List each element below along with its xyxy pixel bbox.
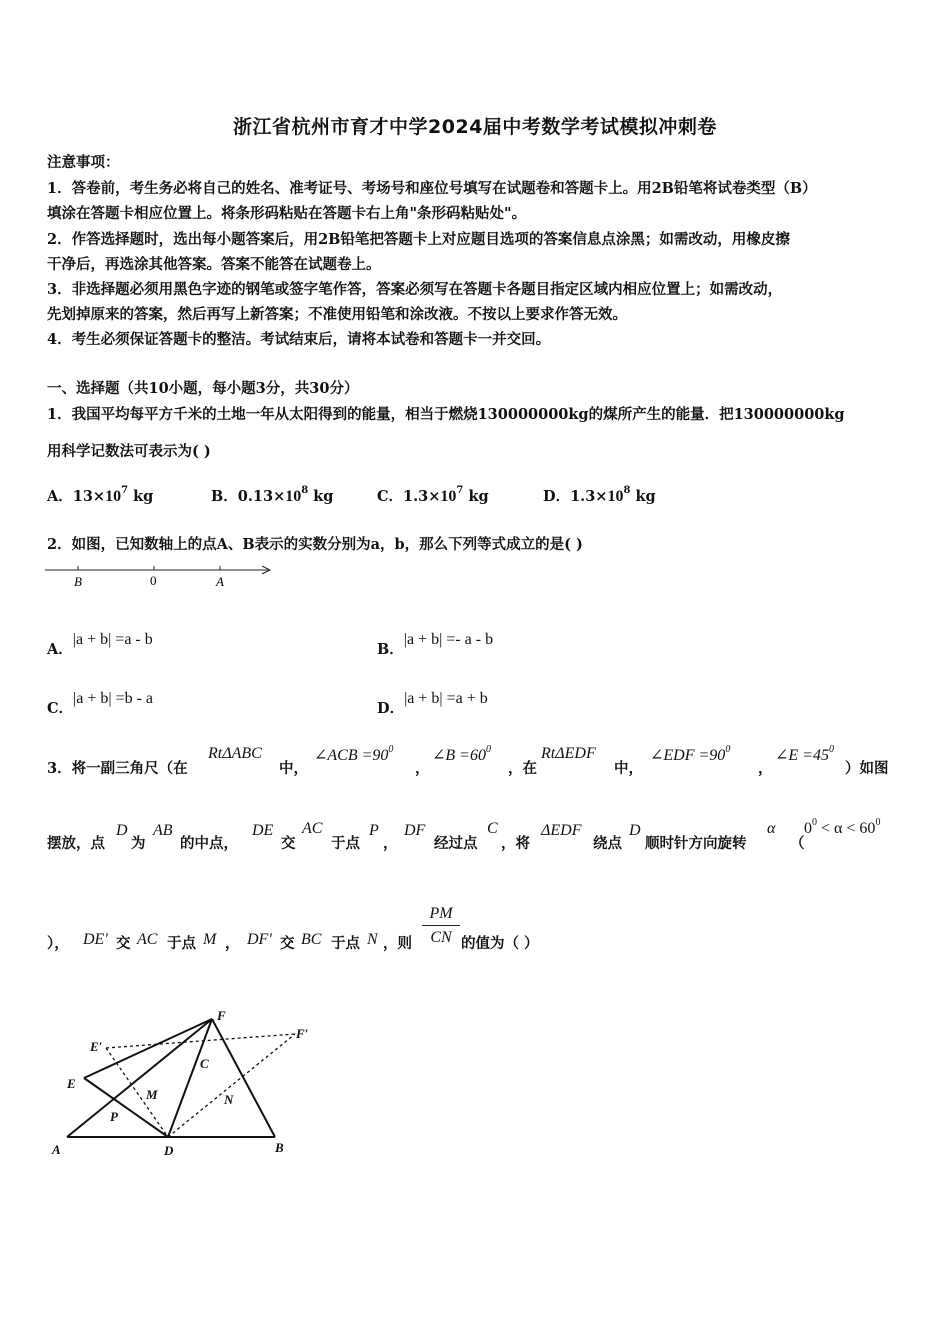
- q1-stem-line2: 用科学记数法可表示为( ): [47, 443, 211, 460]
- q3-seg-df: DF: [404, 822, 426, 839]
- q3-zhong-2: 中，: [614, 760, 643, 777]
- q1-option-a: [47, 485, 153, 506]
- q3-line2-start: 摆放，点: [47, 835, 105, 852]
- q3-range-deg-1: 0: [812, 817, 817, 828]
- q3-raodian: 绕点: [593, 835, 622, 852]
- q2-option-a-label: A．: [47, 641, 73, 658]
- label-e-prime: E′: [90, 1039, 103, 1054]
- q1-option-b-label: B．0.13×: [211, 488, 286, 505]
- number-line-figure: [40, 560, 280, 592]
- q1-option-d-unit: kg: [635, 488, 656, 505]
- q3-point-d: D: [116, 822, 128, 839]
- label-zero: 0: [150, 573, 157, 588]
- q3-line3-start: ），: [47, 935, 69, 952]
- q1-option-b-unit: kg: [313, 488, 334, 505]
- q3-midpoint: 的中点，: [180, 835, 238, 852]
- q3-tri-edf: ΔEDF: [541, 822, 582, 839]
- q3-value: 的值为（ ）: [461, 935, 539, 952]
- q3-yudian-1: 于点: [331, 835, 360, 852]
- q1-option-b-base: 10: [285, 488, 302, 505]
- q2-option-b-label: B．: [377, 641, 404, 658]
- q1-option-c-label: C．1.3×: [377, 488, 441, 505]
- q3-rt-edf: RtΔEDF: [541, 745, 596, 762]
- q3-paren: （: [790, 835, 805, 852]
- label-b-vertex: B: [275, 1140, 284, 1155]
- q3-jiao-3: 交: [280, 935, 295, 952]
- notice-line-3: 2．作答选择题时，选出每小题答案后，用2B铅笔把答题卡上对应题目选项的答案信息点涂黑；如需改动，用橡皮擦: [47, 231, 790, 248]
- q3-rugu: ）如图: [845, 760, 889, 777]
- seg-fb-line: [212, 1019, 275, 1137]
- q3-jiang: ，将: [501, 835, 530, 852]
- label-a: A: [216, 574, 224, 589]
- section-heading: 一、选择题（共10小题，每小题3分，共30分）: [47, 380, 359, 397]
- q3-range-upper: < α < 60: [821, 820, 876, 837]
- q2-option-a-expr: |a + b| =a - b: [72, 631, 153, 648]
- q1-option-c: [377, 485, 489, 506]
- q3-fraction: [422, 905, 460, 949]
- q3-seg-df-prime: DF′: [247, 931, 272, 948]
- q1-option-a-base: 10: [105, 488, 122, 505]
- notice-line-2: 填涂在答题卡相应位置上。将条形码粘贴在答题卡右上角"条形码粘贴处"。: [47, 205, 527, 222]
- q3-comma-1: ，: [415, 760, 430, 777]
- q2-option-b: [377, 628, 494, 658]
- label-f: F: [217, 1008, 226, 1023]
- q3-jiao-2: 交: [116, 935, 131, 952]
- q3-line1-start: 3．将一副三角尺（在: [47, 760, 188, 777]
- q3-seg-bc: BC: [301, 931, 322, 948]
- q3-point-m: M: [203, 931, 217, 948]
- notice-line-4: 干净后，再选涂其他答案。答案不能答在试题卷上。: [47, 256, 381, 273]
- q1-option-d-base: 10: [607, 488, 624, 505]
- q1-option-b: [211, 485, 333, 506]
- q3-yudian-2: 于点: [167, 935, 196, 952]
- q1-option-d: [543, 485, 656, 506]
- q3-angle-acb: [314, 745, 393, 765]
- q3-angle-e-deg: 0: [828, 744, 834, 755]
- q3-angle-b-deg: 0: [485, 744, 491, 755]
- q1-stem-line1: 1．我国平均每平方千米的土地一年从太阳得到的能量，相当于燃烧130000000kg的煤所产生的能量．把130000000kg: [47, 406, 845, 423]
- q3-seg-ac-2: AC: [137, 931, 158, 948]
- q3-angle-b-text: ∠B =60: [432, 747, 486, 764]
- q2-option-c-expr: |a + b| =b - a: [73, 690, 154, 707]
- q3-alpha: α: [767, 820, 776, 837]
- q3-wei: 为: [131, 835, 146, 852]
- q2-option-d-label: D．: [377, 700, 405, 717]
- label-m: M: [146, 1087, 158, 1102]
- q3-rt-abc: RtΔABC: [208, 745, 262, 762]
- q3-fraction-denominator: CN: [430, 929, 452, 946]
- q3-jiao-1: 交: [281, 835, 296, 852]
- q1-option-a-unit: kg: [133, 488, 154, 505]
- label-d-vertex: D: [164, 1143, 174, 1158]
- notice-line-7: 4．考生必须保证答题卡的整洁。考试结束后，请将本试卷和答题卡一并交回。: [47, 331, 551, 348]
- q1-option-d-exp: 8: [623, 485, 631, 496]
- label-p: P: [110, 1109, 118, 1124]
- q3-range-deg-2: 0: [875, 817, 881, 828]
- page-title: 浙江省杭州市育才中学2024届中考数学考试模拟冲刺卷: [233, 116, 717, 138]
- notice-heading: 注意事项：: [47, 154, 120, 171]
- q3-range-zero: 0: [804, 820, 812, 837]
- q2-option-c-label: C．: [47, 700, 74, 717]
- label-a-vertex: A: [52, 1142, 61, 1157]
- q3-angle-edf: [650, 745, 730, 765]
- q3-point-n: N: [367, 931, 378, 948]
- q2-option-b-expr: |a + b| =- a - b: [403, 631, 494, 648]
- label-f-prime: F′: [296, 1026, 309, 1041]
- q2-option-c: [47, 687, 154, 717]
- q1-option-c-unit: kg: [468, 488, 489, 505]
- q1-option-d-label: D．1.3×: [543, 488, 608, 505]
- q3-angle-acb-deg: 0: [388, 744, 394, 755]
- label-c: C: [200, 1056, 209, 1071]
- notice-line-1: 1．答卷前，考生务必将自己的姓名、准考证号、考场号和座位号填写在试题卷和答题卡上。用2B铅笔将试卷类型（B）: [47, 180, 817, 197]
- triangle-figure: [40, 1000, 330, 1170]
- q3-point-p: P: [369, 822, 379, 839]
- q3-angle-b: [432, 745, 491, 765]
- q3-seg-de: DE: [252, 822, 274, 839]
- q3-yudian-3: 于点: [331, 935, 360, 952]
- q3-ze: ，则: [383, 935, 412, 952]
- q3-angle-e: [775, 745, 834, 765]
- q3-seg-de-prime: DE′: [83, 931, 108, 948]
- notice-line-5: 3．非选择题必须用黑色字迹的钢笔或签字笔作答，答案必须写在答题卡各题目指定区域内相应位置上；如需改动，: [47, 281, 783, 298]
- q3-angle-edf-text: ∠EDF =90: [650, 747, 726, 764]
- label-n: N: [224, 1092, 234, 1107]
- q3-comma-2: ，: [758, 760, 773, 777]
- q1-option-c-exp: 7: [456, 485, 464, 496]
- q3-range: [804, 817, 881, 838]
- q1-option-a-label: A．13×: [47, 488, 106, 505]
- q3-seg-ab: AB: [153, 822, 173, 839]
- q3-zai: ，在: [508, 760, 537, 777]
- q3-angle-e-text: ∠E =45: [775, 747, 829, 764]
- q2-stem: 2．如图，已知数轴上的点A、B表示的实数分别为a，b，那么下列等式成立的是( ): [47, 536, 583, 553]
- q3-angle-edf-deg: 0: [725, 744, 731, 755]
- q1-option-a-exp: 7: [121, 485, 129, 496]
- q3-angle-acb-text: ∠ACB =90: [314, 747, 389, 764]
- q3-jingguo: 经过点: [434, 835, 478, 852]
- q3-fraction-numerator: PM: [429, 905, 453, 922]
- label-e: E: [67, 1076, 76, 1091]
- q3-zhong-1: 中，: [279, 760, 308, 777]
- q3-comma-4: ，: [225, 935, 240, 952]
- q3-rotate: 顺时针方向旋转: [645, 835, 747, 852]
- seg-e-prime-f-prime: [106, 1034, 295, 1048]
- q3-point-d-2: D: [629, 822, 641, 839]
- q2-option-d: [377, 687, 488, 717]
- q2-option-d-expr: |a + b| =a + b: [404, 690, 488, 707]
- q1-option-b-exp: 8: [301, 485, 309, 496]
- q1-option-c-base: 10: [440, 488, 457, 505]
- q2-option-a: [47, 628, 153, 658]
- q3-point-c: C: [487, 820, 498, 837]
- q3-comma-3: ，: [383, 835, 398, 852]
- label-b: B: [74, 574, 82, 589]
- notice-line-6: 先划掉原来的答案，然后再写上新答案；不准使用铅笔和涂改液。不按以上要求作答无效。: [47, 306, 627, 323]
- q3-seg-ac: AC: [302, 820, 323, 837]
